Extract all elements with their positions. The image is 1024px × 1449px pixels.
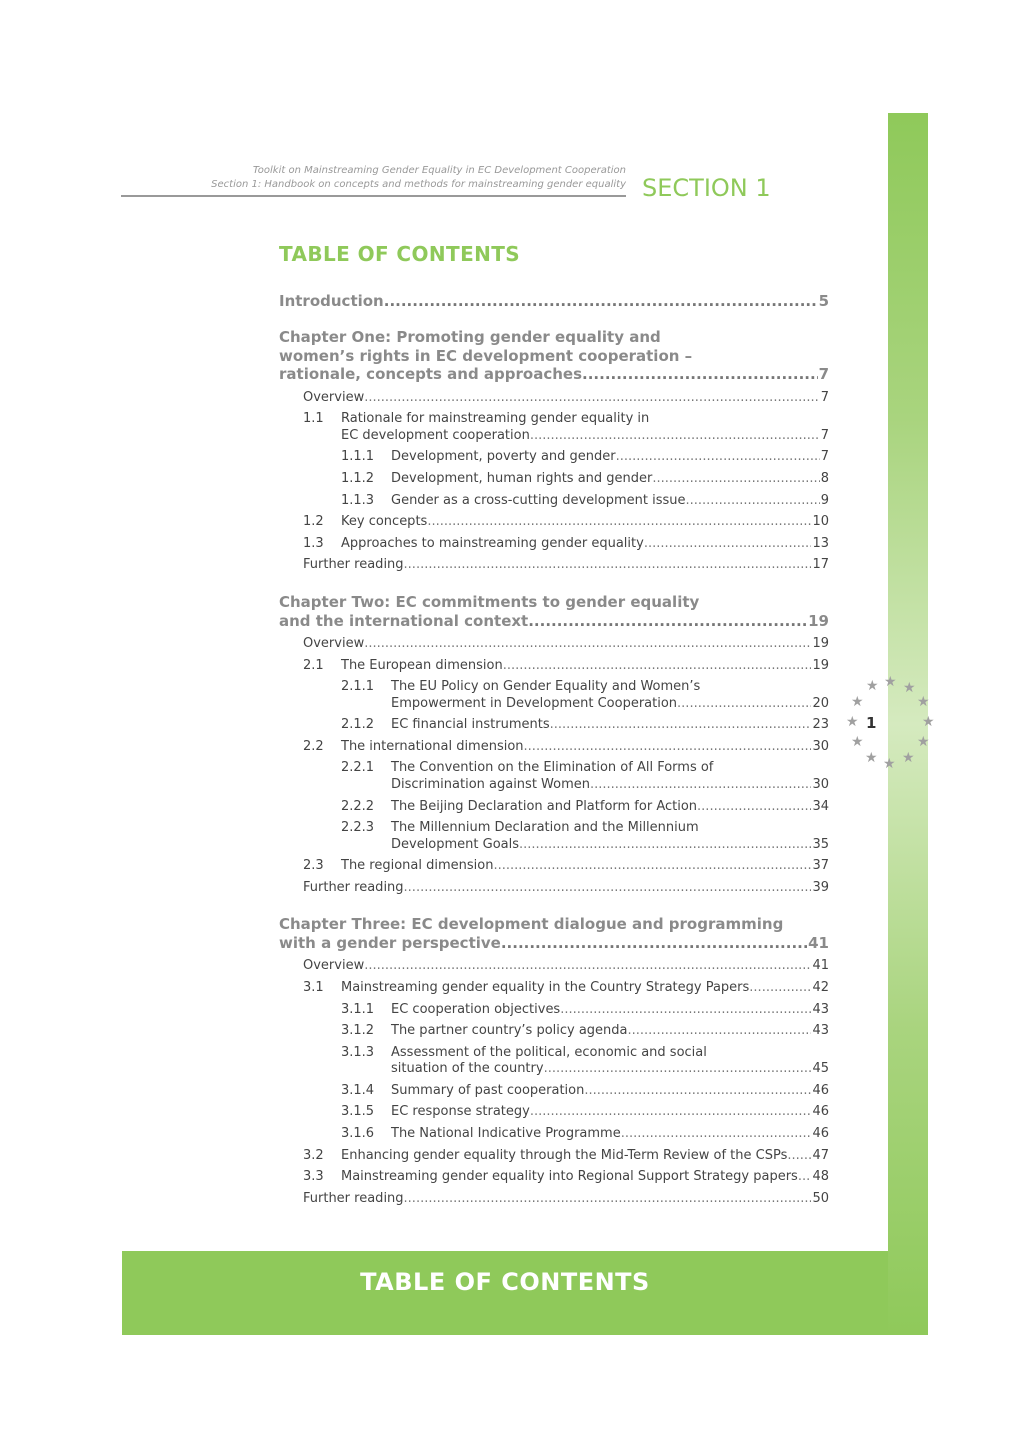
toc-entry-2-1-1-line1: The EU Policy on Gender Equality and Women’s [391, 679, 701, 694]
toc-entry-2-1-2[interactable]: EC financial instruments ..... 23 [391, 717, 829, 732]
toc-entry-3-1-3[interactable]: situation of the country ..... 45 [391, 1061, 829, 1076]
toc-entry-1-1-3-number: 1.1.3 [341, 493, 375, 508]
toc-entry-3-1-2[interactable]: The partner country’s policy agenda ..... 43 [391, 1023, 829, 1038]
star-icon: ★ [851, 694, 864, 710]
toc-entry-3-3-number: 3.3 [303, 1169, 324, 1184]
toc-entry-1-1-3[interactable]: Gender as a cross-cutting development issue ..... 9 [391, 493, 829, 508]
toc-chapter-one-line2: women’s rights in EC development cooperation – [279, 347, 693, 365]
toc-entry-2-2-1-number: 2.2.1 [341, 760, 375, 775]
toc-entry-3-3[interactable]: Mainstreaming gender equality into Regional Support Strategy papers ..... 48 [341, 1169, 829, 1184]
toc-entry-1-1-2-number: 1.1.2 [341, 471, 375, 486]
running-header-subtitle: Section 1: Handbook on concepts and methods for mainstreaming gender equality [211, 179, 626, 190]
header-rule [121, 195, 626, 197]
page-number: 1 [866, 714, 877, 732]
toc-entry-2-2-number: 2.2 [303, 739, 324, 754]
toc-entry-2-2-3[interactable]: Development Goals ..... 35 [391, 837, 829, 852]
star-icon: ★ [866, 678, 879, 694]
toc-entry-ch3-further-reading[interactable]: Further reading ..... 50 [303, 1191, 829, 1206]
toc-chapter-one-line1: Chapter One: Promoting gender equality and [279, 328, 661, 346]
toc-entry-3-2-number: 3.2 [303, 1148, 324, 1163]
toc-entry-1-3[interactable]: Approaches to mainstreaming gender equality ..... 13 [341, 536, 829, 551]
toc-entry-2-3[interactable]: The regional dimension ..... 37 [341, 858, 829, 873]
toc-entry-2-2-1-line1: The Convention on the Elimination of All Forms of [391, 760, 714, 775]
toc-chapter-two-line1: Chapter Two: EC commitments to gender equality [279, 593, 700, 611]
toc-entry-3-1-5-number: 3.1.5 [341, 1104, 375, 1119]
toc-entry-1-1-2[interactable]: Development, human rights and gender ..... 8 [391, 471, 829, 486]
running-header-title: Toolkit on Mainstreaming Gender Equality in EC Development Cooperation [252, 165, 626, 176]
toc-entry-2-1[interactable]: The European dimension ..... 19 [341, 658, 829, 673]
toc-title: TABLE OF CONTENTS [279, 242, 521, 266]
toc-entry-3-1-6-number: 3.1.6 [341, 1126, 375, 1141]
toc-entry-1-3-number: 1.3 [303, 536, 324, 551]
toc-entry-1-1-line1: Rationale for mainstreaming gender equality in [341, 411, 650, 426]
toc-entry-3-1-4[interactable]: Summary of past cooperation ..... 46 [391, 1083, 829, 1098]
toc-entry-introduction[interactable]: Introduction ..... 5 [279, 292, 829, 310]
toc-entry-2-2[interactable]: The international dimension ..... 30 [341, 739, 829, 754]
toc-entry-1-1-1[interactable]: Development, poverty and gender ..... 7 [391, 449, 829, 464]
toc-entry-3-1-5[interactable]: EC response strategy ..... 46 [391, 1104, 829, 1119]
toc-entry-3-1-6[interactable]: The National Indicative Programme ..... 46 [391, 1126, 829, 1141]
star-icon: ★ [846, 714, 859, 730]
toc-entry-1-1[interactable]: EC development cooperation ..... 7 [341, 428, 829, 443]
toc-entry-1-1-1-number: 1.1.1 [341, 449, 375, 464]
star-icon: ★ [917, 694, 930, 710]
toc-chapter-three[interactable]: with a gender perspective ..... 41 [279, 934, 829, 952]
section-label: SECTION 1 [642, 174, 771, 202]
toc-entry-2-1-2-number: 2.1.2 [341, 717, 375, 732]
toc-entry-2-3-number: 2.3 [303, 858, 324, 873]
star-icon: ★ [902, 750, 915, 766]
eu-star-circle-icon [840, 672, 940, 772]
star-icon: ★ [883, 756, 896, 772]
toc-entry-2-1-1-number: 2.1.1 [341, 679, 375, 694]
toc-entry-ch2-overview[interactable]: Overview ..... 19 [303, 636, 829, 651]
toc-entry-3-1-number: 3.1 [303, 980, 324, 995]
toc-entry-2-2-1[interactable]: Discrimination against Women ..... 30 [391, 777, 829, 792]
toc-entry-ch1-further-reading[interactable]: Further reading ..... 17 [303, 557, 829, 572]
toc-entry-ch2-further-reading[interactable]: Further reading ..... 39 [303, 880, 829, 895]
toc-entry-3-1-1[interactable]: EC cooperation objectives ..... 43 [391, 1002, 829, 1017]
toc-entry-3-1-3-line1: Assessment of the political, economic and social [391, 1045, 707, 1060]
toc-chapter-three-line1: Chapter Three: EC development dialogue and programming [279, 915, 784, 933]
star-icon: ★ [851, 734, 864, 750]
toc-entry-3-1-1-number: 3.1.1 [341, 1002, 375, 1017]
toc-chapter-one[interactable]: rationale, concepts and approaches ..... 7 [279, 365, 829, 383]
toc-entry-ch3-overview[interactable]: Overview ..... 41 [303, 958, 829, 973]
toc-chapter-two[interactable]: and the international context ..... 19 [279, 612, 829, 630]
toc-entry-3-2[interactable]: Enhancing gender equality through the Mid-Term Review of the CSPs ..... 47 [341, 1148, 829, 1163]
toc-entry-1-2-number: 1.2 [303, 514, 324, 529]
toc-entry-1-2[interactable]: Key concepts ..... 10 [341, 514, 829, 529]
toc-entry-3-1-2-number: 3.1.2 [341, 1023, 375, 1038]
star-icon: ★ [865, 750, 878, 766]
toc-entry-2-2-3-line1: The Millennium Declaration and the Millennium [391, 820, 699, 835]
star-icon: ★ [903, 680, 916, 696]
toc-entry-2-1-number: 2.1 [303, 658, 324, 673]
footer-title: TABLE OF CONTENTS [360, 1268, 650, 1296]
star-icon: ★ [884, 674, 897, 690]
toc-entry-3-1-3-number: 3.1.3 [341, 1045, 375, 1060]
star-icon: ★ [917, 734, 930, 750]
toc-entry-2-2-3-number: 2.2.3 [341, 820, 375, 835]
toc-entry-2-2-2[interactable]: The Beijing Declaration and Platform for Action ..... 34 [391, 799, 829, 814]
toc-entry-2-2-2-number: 2.2.2 [341, 799, 375, 814]
toc-entry-1-1-number: 1.1 [303, 411, 324, 426]
toc-entry-ch1-overview[interactable]: Overview ..... 7 [303, 390, 829, 405]
toc-entry-3-1[interactable]: Mainstreaming gender equality in the Country Strategy Papers ..... 42 [341, 980, 829, 995]
toc-entry-3-1-4-number: 3.1.4 [341, 1083, 375, 1098]
star-icon: ★ [922, 714, 935, 730]
toc-entry-2-1-1[interactable]: Empowerment in Development Cooperation ..... 20 [391, 696, 829, 711]
